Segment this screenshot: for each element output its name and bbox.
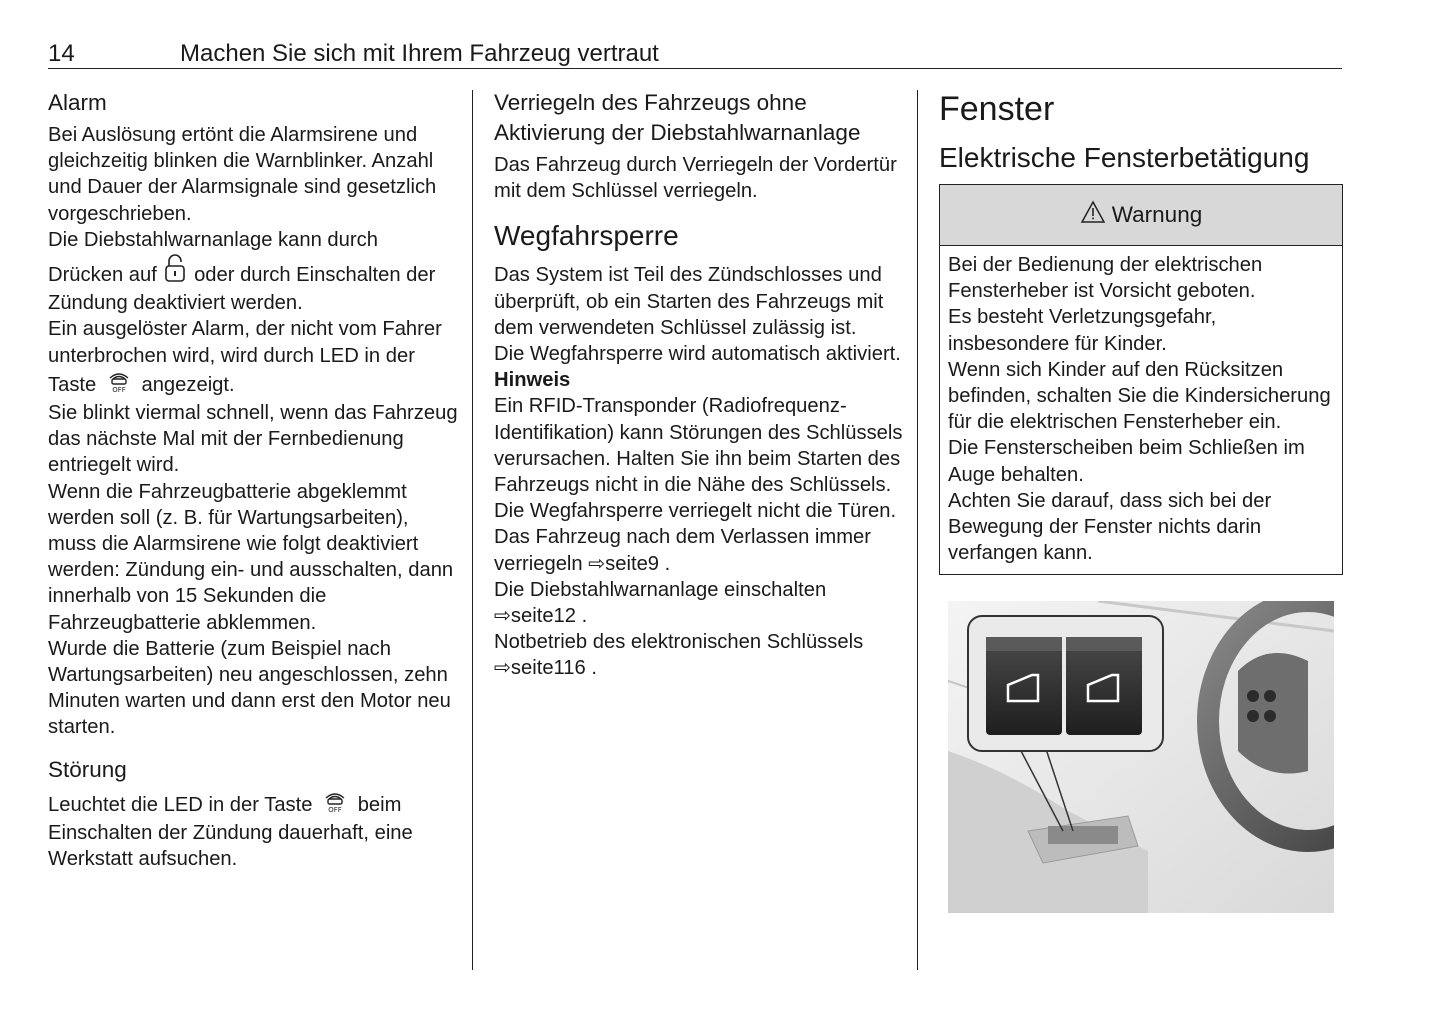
warning-box [939,184,1343,575]
column-alarm [48,88,458,872]
section-heading-stoerung: Störung [48,756,127,782]
paragraph: Notbetrieb des elektronischen Schlüssels ⇨seite116 . [494,631,864,680]
paragraph-text: Leuchtet die LED in der Taste [48,793,313,816]
warning-header [940,185,1342,246]
paragraph [48,227,458,317]
column-divider [472,90,473,970]
section-heading-lock: Verriegeln des Fahrzeugs ohne Aktivierung der Diebstahlwarnanlage [494,90,861,145]
paragraph: Wurde die Batterie (zum Beispiel nach Wartungsarbeiten) neu angeschlossen, zehn Minuten warten und dann erst den Motor neu starten. [48,637,451,739]
warning-text: Wenn sich Kinder auf den Rücksitzen befinden, schalten Sie die Kindersicherung für die elektrischen Fensterheber ein. [948,358,1331,434]
note-heading: Hinweis [494,369,571,392]
chapter-heading-fenster: Fenster [939,90,1055,128]
unlock-icon [164,253,186,290]
section-heading-elektrisch: Elektrische Fensterbetätigung [939,142,1310,173]
paragraph: Die Wegfahrsperre wird automatisch aktiviert. [494,343,901,366]
warning-triangle-icon [1080,200,1112,230]
paragraph: Die Diebstahlwarnanlage einschalten ⇨seite12 . [494,578,827,628]
paragraph: Das System ist Teil des Zündschlosses und überprüft, ob ein Starten des Fahrzeugs mit dem verwendeten Schlüssel zulässig ist. [494,264,884,339]
paragraph: Bei Auslösung ertönt die Alarmsirene und gleichzeitig blinken die Warnblinker. Anzahl und Dauer der Alarmsignale sind gesetzlich vorgeschrieben. [48,124,437,225]
paragraph-text: Ein ausgelöster Alarm, der nicht vom Fahrer unterbrochen wird, wird durch LED in der Taste [48,318,442,396]
alarm-off-icon [104,369,134,400]
page-number: 14 [48,40,75,67]
column-wegfahrsperre [494,88,904,682]
paragraph-text: oder durch Einschalten der Zündung deaktiviert werden. [48,264,436,315]
warning-text: Achten Sie darauf, dass sich bei der Bewegung der Fenster nichts darin verfangen kann. [948,489,1272,565]
warning-text: Es besteht Verletzungsgefahr, insbesondere für Kinder. [948,306,1217,355]
paragraph [48,789,458,873]
svg-text:OFF: OFF [328,805,342,813]
warning-text: Die Fensterscheiben beim Schließen im Auge behalten. [948,437,1305,486]
paragraph-text: beim Einschalten der Zündung dauerhaft, eine Werkstatt aufsuchen. [48,793,413,871]
paragraph-text: Die Diebstahlwarnanlage kann durch Drücken auf [48,228,378,287]
page-header [48,36,1342,69]
warning-body [940,246,1342,574]
svg-text:OFF: OFF [112,385,126,393]
warning-text: Bei der Bedienung der elektrischen Fensterheber ist Vorsicht geboten. [948,254,1263,303]
column-divider [917,90,918,970]
paragraph: Das Fahrzeug durch Verriegeln der Vordertür mit dem Schlüssel verriegeln. [494,154,897,203]
warning-title: Warnung [1111,202,1203,227]
paragraph-text: angezeigt. [141,373,235,396]
paragraph: Sie blinkt viermal schnell, wenn das Fahrzeug das nächste Mal mit der Fernbedienung entriegelt wird. [48,402,458,477]
window-switch-illustration [948,601,1334,913]
paragraph [48,316,458,400]
section-heading-wegfahrsperre: Wegfahrsperre [494,220,679,252]
column-fenster [939,88,1343,913]
section-heading-alarm: Alarm [48,90,107,115]
paragraph: Ein RFID-Transponder (Radiofrequenz-Identifikation) kann Störungen des Schlüssels verursachen. Halten Sie ihn beim Starten des Fahrzeugs nicht in die Nähe des Schlüssels. [494,395,903,497]
page-title: Machen Sie sich mit Ihrem Fahrzeug vertraut [180,40,659,67]
paragraph: Wenn die Fahrzeugbatterie abgeklemmt werden soll (z. B. für Wartungsarbeiten), muss die Alarmsirene wie folgt deaktiviert werden: Zündung ein- und ausschalten, dann innerhalb von 15 Sekunden die Fahrzeugbatterie abklemmen. [48,480,454,634]
alarm-off-icon [320,789,350,820]
paragraph: Die Wegfahrsperre verriegelt nicht die Türen. Das Fahrzeug nach dem Verlassen immer verriegeln ⇨seite9 . [494,500,897,575]
